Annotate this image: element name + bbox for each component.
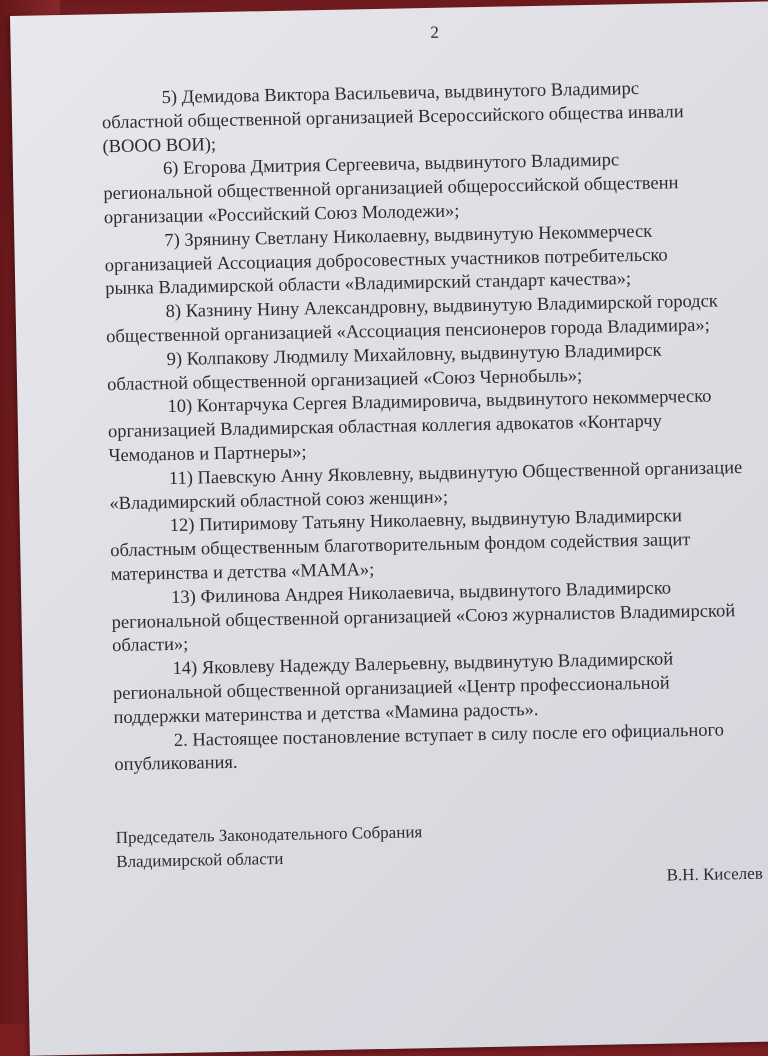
page-number: 2 [430, 22, 440, 42]
paragraph-line: организацией Владимирская областная коллегия адвокатов «Контарчу [107, 411, 663, 443]
document-paragraph [111, 574, 768, 659]
paragraph-line: опубликования. [114, 753, 238, 776]
signer-name: В.Н. Киселев [666, 863, 763, 885]
document-paragraph [112, 646, 768, 731]
paragraph-line: 11) Паевскую Анну Яковлевну, выдвинутую Общественной организацие [168, 457, 743, 489]
paragraph-line: 12) Питиримову Татьяну Николаевну, выдвинутую Владимирски [169, 506, 683, 537]
document-paragraph [110, 503, 768, 588]
signature-title-line-2: Владимирской области [116, 848, 284, 872]
paragraph-line: 2. Настоящее постановление вступает в силу после его официального [173, 719, 725, 751]
paragraph-line: области»; [111, 635, 189, 657]
document-paragraph [103, 146, 768, 231]
paragraph-line: 10) Контарчука Сергея Владимировича, выдвинутого некоммерческо [167, 386, 712, 418]
paragraph-line: 6) Егорова Дмитрия Сергеевича, выдвинутого Владимирс [162, 150, 620, 180]
paragraph-line: общественной организацией «Ассоциация пенсионеров города Владимира»; [105, 315, 710, 348]
signature-block [116, 820, 423, 874]
document-page [10, 1, 768, 1056]
paragraph-line: региональной общественной организацией «Центр профессиональной [112, 673, 670, 705]
document-paragraph [101, 75, 768, 160]
paragraph-line: областным общественным благотворительным фондом содействия защит [110, 530, 691, 562]
paragraph-line: организацией Ассоциация добросовестных участников потребительско [104, 244, 668, 276]
paragraph-line: 13) Филинова Андрея Николаевича, выдвинутого Владимирско [171, 578, 672, 608]
paragraph-line: 9) Колпакову Людмилу Михайловну, выдвинутую Владимирск [166, 340, 662, 370]
paragraph-line: региональной общественной организацией «Союз журналистов Владимирской [111, 600, 736, 633]
paragraph-line: «Владимирский областной союз женщин»; [109, 487, 449, 514]
paragraph-line: 14) Яковлеву Надежду Валерьевну, выдвинутую Владимирской [172, 649, 674, 680]
paragraph-line: рынка Владимирской области «Владимирский стандарт качества»; [105, 269, 632, 300]
paragraph-line: организации «Российский Союз Молодежи»; [103, 201, 460, 229]
paragraph-line: поддержки материнства и детства «Мамина радость». [113, 699, 539, 728]
paragraph-line: областной общественной организацией «Союз Чернобыль»; [106, 365, 583, 395]
document-body [101, 75, 768, 778]
paragraph-line: региональной общественной организацией общероссийской общественн [103, 173, 679, 205]
document-paragraph [104, 218, 768, 303]
paragraph-line: Чемоданов и Партнеры»; [108, 442, 307, 467]
document-paragraph [107, 384, 768, 469]
paragraph-line: 8) Казнину Нину Александровну, выдвинутую Владимирской городск [165, 291, 718, 323]
paragraph-line: материнства и детства «МАМА»; [110, 560, 375, 586]
signature-title-line-1: Председатель Законодательного Собрания [115, 822, 423, 848]
paragraph-line: (ВООО ВОИ); [102, 134, 217, 157]
paragraph-line: 5) Демидова Виктора Васильевича, выдвинутого Владимирс [161, 78, 640, 109]
paragraph-line: 7) Зрянину Светлану Николаевну, выдвинутую Некоммерческ [164, 221, 653, 251]
paragraph-line: областной общественной организацией Всероссийского общества инвали [101, 101, 684, 134]
